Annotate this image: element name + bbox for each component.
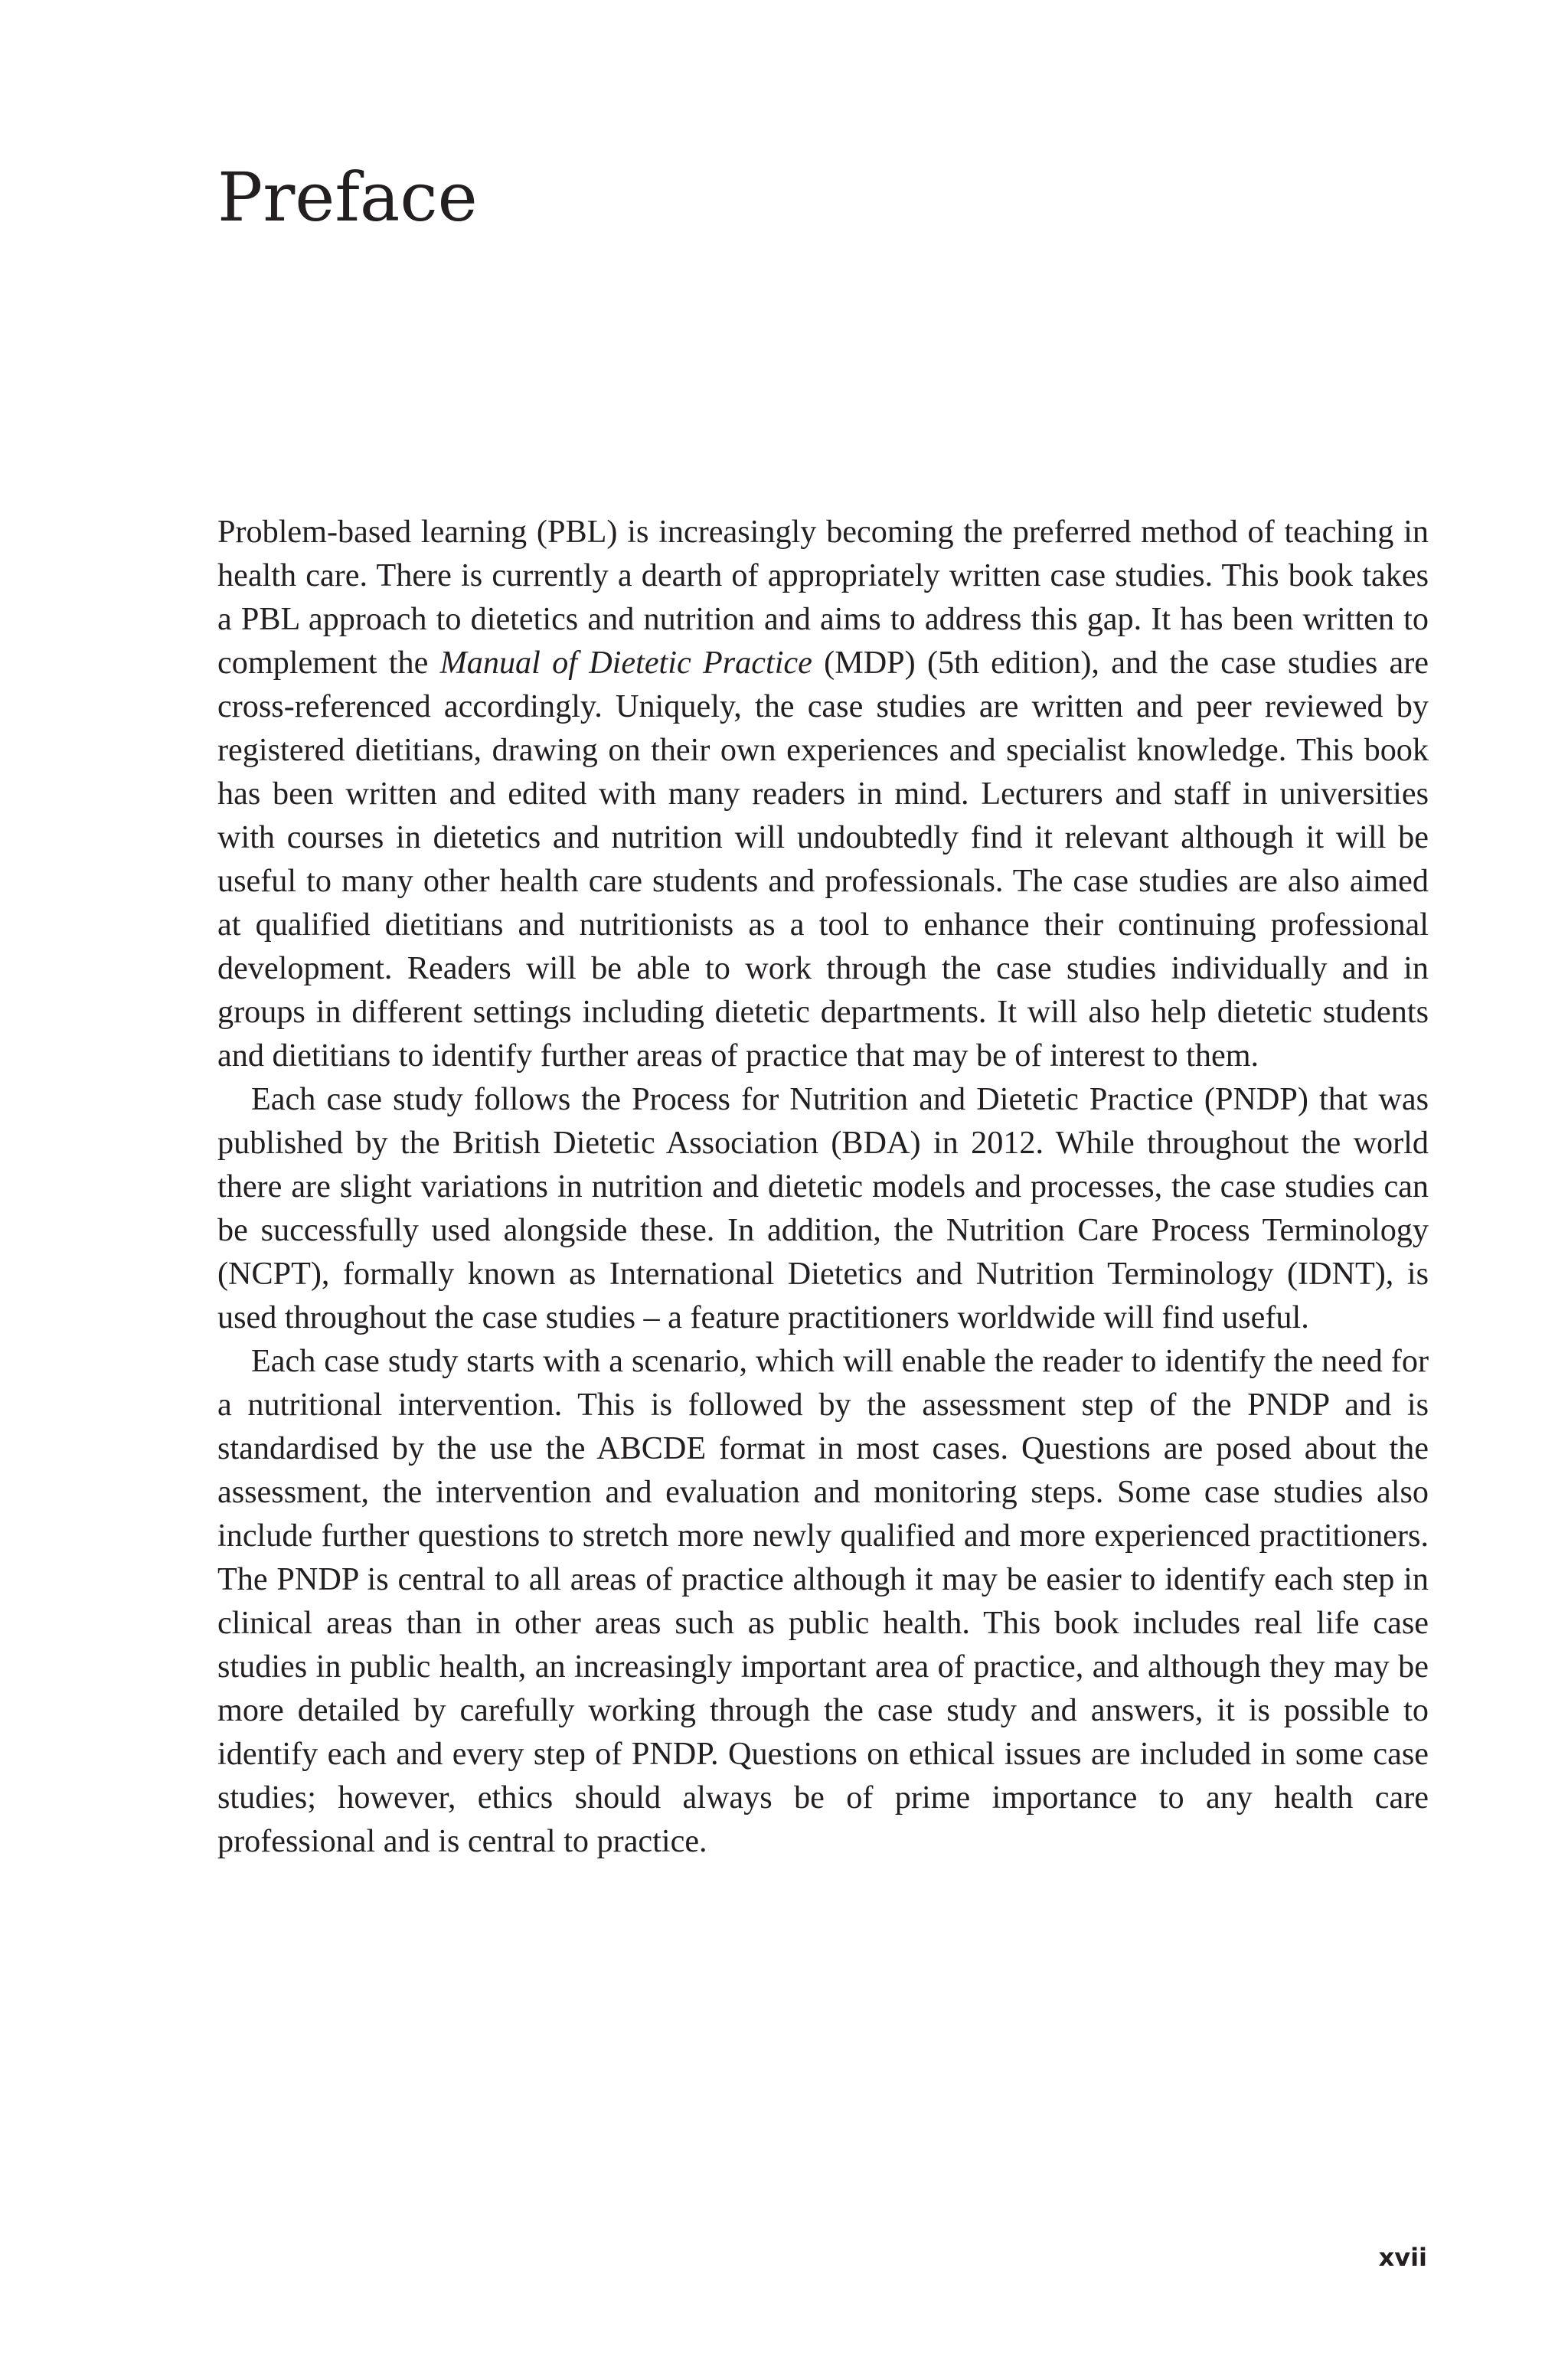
preface-body — [217, 510, 1429, 1863]
paragraph-3: Each case study starts with a scenario, which will enable the reader to identify the need for a nutritional intervention. This is followed by the assessment step of the PNDP and is standardised by the use the ABCDE format in most cases. Questions are posed about the assessment, the intervention and evaluation and monitoring steps. Some case studies also include further questions to stretch more newly qualified and more experienced practitioners. The PNDP is central to all areas of practice although it may be easier to identify each step in clinical areas than in other areas such as public health. This book includes real life case studies in public health, an increasingly important area of practice, and although they may be more detailed by carefully working through the case study and answers, it is possible to identify each and every step of PNDP. Questions on ethical issues are included in some case studies; however, ethics should always be of prime importance to any health care professional and is central to practice. — [217, 1343, 1429, 1859]
book-title-reference: Manual of Dietetic Practice — [439, 645, 812, 681]
paragraph-1 — [217, 510, 1429, 1077]
paragraph-2: Each case study follows the Process for Nutrition and Dietetic Practice (PNDP) that was published by the British Dietetic Association (BDA) in 2012. While throughout the world there are slight variations in nutrition and dietetic models and processes, the case studies can be successfully used alongside these. In addition, the Nutrition Care Process Terminology (NCPT), formally known as International Dietetics and Nutrition Terminology (IDNT), is used throughout the case studies – a feature practitioners worldwide will find useful. — [217, 1081, 1429, 1335]
page-title: Preface — [217, 158, 478, 237]
paragraph-1-text-start: Problem-based learning (PBL) is increasingly becoming the preferred method of teaching in health care. There is currently a dearth of appropriately written case studies. This book takes a PBL approach to dietetics and nutrition and aims to address this gap. It has been written to complement the — [217, 514, 1429, 681]
paragraph-1-text-end: (MDP) (5th edition), and the case studies are cross-referenced accordingly. Uniquely, the case studies are written and peer reviewed by registered dietitians, drawing on their own experiences and specialist knowledge. This book has been written and edited with many readers in mind. Lecturers and staff in universities with courses in dietetics and nutrition will undoubtedly find it relevant although it will be useful to many other health care students and professionals. The case studies are also aimed at qualified dietitians and nutritionists as a tool to enhance their continuing professional development. Readers will be able to work through the case studies individually and in groups in different settings including dietetic departments. It will also help dietetic students and dietitians to identify further areas of practice that may be of interest to them. — [217, 645, 1429, 1074]
page-number: xvii — [1378, 2243, 1427, 2272]
